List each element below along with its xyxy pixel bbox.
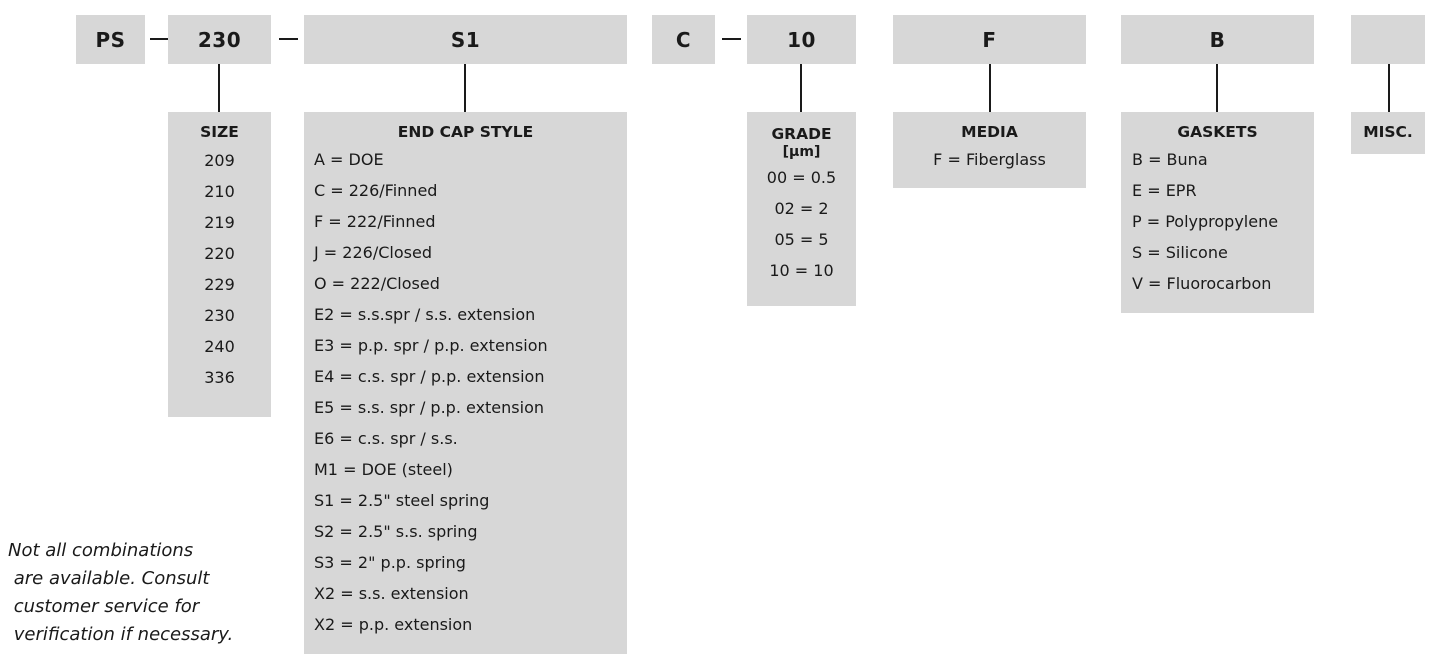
gasket-option: B = Buna — [1132, 150, 1208, 169]
grade-option: 02 = 2 — [774, 199, 829, 218]
grade-unit: [µm] — [782, 144, 821, 160]
end-cap-style-panel — [304, 112, 627, 654]
code-box-media — [893, 15, 1086, 64]
separator-dash — [722, 38, 741, 40]
end-cap-style-list — [304, 144, 627, 640]
end-cap-option: X2 = s.s. extension — [314, 584, 469, 603]
code-box-type — [652, 15, 715, 64]
gasket-option: V = Fluorocarbon — [1132, 274, 1272, 293]
code-box-grade — [747, 15, 856, 64]
media-panel — [893, 112, 1086, 188]
grade-title: GRADE — [771, 125, 832, 143]
separator-dash — [279, 38, 298, 40]
gasket-option: E = EPR — [1132, 181, 1197, 200]
gasket-option: S = Silicone — [1132, 243, 1228, 262]
availability-note — [8, 537, 268, 649]
media-list — [893, 144, 1086, 175]
size-option: 240 — [204, 337, 235, 356]
code-prefix-label: PS — [95, 27, 126, 52]
size-option: 210 — [204, 182, 235, 201]
connector-line-media — [989, 64, 991, 112]
code-media-label: F — [982, 27, 997, 52]
note-line: are available. Consult — [8, 568, 210, 589]
size-option: 209 — [204, 151, 235, 170]
end-cap-option: F = 222/Finned — [314, 212, 436, 231]
note-line: customer service for — [8, 596, 200, 617]
connector-line-grade — [800, 64, 802, 112]
end-cap-option: M1 = DOE (steel) — [314, 460, 453, 479]
grade-panel — [747, 112, 856, 306]
end-cap-option: S3 = 2" p.p. spring — [314, 553, 466, 572]
gaskets-title: GASKETS — [1177, 123, 1258, 141]
misc-title: MISC. — [1363, 123, 1413, 141]
end-cap-option: C = 226/Finned — [314, 181, 438, 200]
end-cap-option: O = 222/Closed — [314, 274, 440, 293]
code-box-gaskets — [1121, 15, 1314, 64]
gaskets-list — [1121, 144, 1314, 299]
size-option: 230 — [204, 306, 235, 325]
grade-option: 00 = 0.5 — [766, 168, 837, 187]
size-option: 219 — [204, 213, 235, 232]
grade-option: 10 = 10 — [769, 261, 834, 280]
note-line: verification if necessary. — [8, 624, 234, 645]
size-option: 220 — [204, 244, 235, 263]
separator-dash — [150, 38, 169, 40]
code-grade-label: 10 — [787, 27, 816, 52]
code-type-label: C — [675, 27, 692, 52]
size-title: SIZE — [200, 123, 239, 141]
code-box-size — [168, 15, 271, 64]
code-size-label: 230 — [197, 27, 242, 52]
end-cap-option: E6 = c.s. spr / s.s. — [314, 429, 458, 448]
misc-panel — [1351, 112, 1425, 154]
gasket-option: P = Polypropylene — [1132, 212, 1279, 231]
size-option: 229 — [204, 275, 235, 294]
connector-line-misc — [1388, 64, 1390, 112]
code-end-cap-label: S1 — [450, 27, 481, 52]
grade-option: 05 = 5 — [774, 230, 829, 249]
code-box-misc — [1351, 15, 1425, 64]
media-option: F = Fiberglass — [933, 150, 1046, 169]
size-option: 336 — [204, 368, 235, 387]
gaskets-panel — [1121, 112, 1314, 313]
size-panel — [168, 112, 271, 417]
end-cap-option: E2 = s.s.spr / s.s. extension — [314, 305, 536, 324]
grade-list — [747, 162, 856, 286]
end-cap-option: S1 = 2.5" steel spring — [314, 491, 490, 510]
media-title: MEDIA — [961, 123, 1018, 141]
code-box-prefix — [76, 15, 145, 64]
code-gaskets-label: B — [1209, 27, 1226, 52]
connector-line-gaskets — [1216, 64, 1218, 112]
end-cap-option: A = DOE — [314, 150, 384, 169]
size-list — [168, 145, 271, 393]
end-cap-option: E3 = p.p. spr / p.p. extension — [314, 336, 548, 355]
note-line: Not all combinations — [8, 540, 194, 561]
end-cap-option: E4 = c.s. spr / p.p. extension — [314, 367, 545, 386]
end-cap-option: J = 226/Closed — [314, 243, 432, 262]
connector-line-size — [218, 64, 220, 112]
end-cap-option: S2 = 2.5" s.s. spring — [314, 522, 478, 541]
end-cap-option: X2 = p.p. extension — [314, 615, 473, 634]
end-cap-option: E5 = s.s. spr / p.p. extension — [314, 398, 544, 417]
connector-line-end-cap — [464, 64, 466, 112]
end-cap-style-title: END CAP STYLE — [397, 123, 534, 141]
code-box-end-cap — [304, 15, 627, 64]
